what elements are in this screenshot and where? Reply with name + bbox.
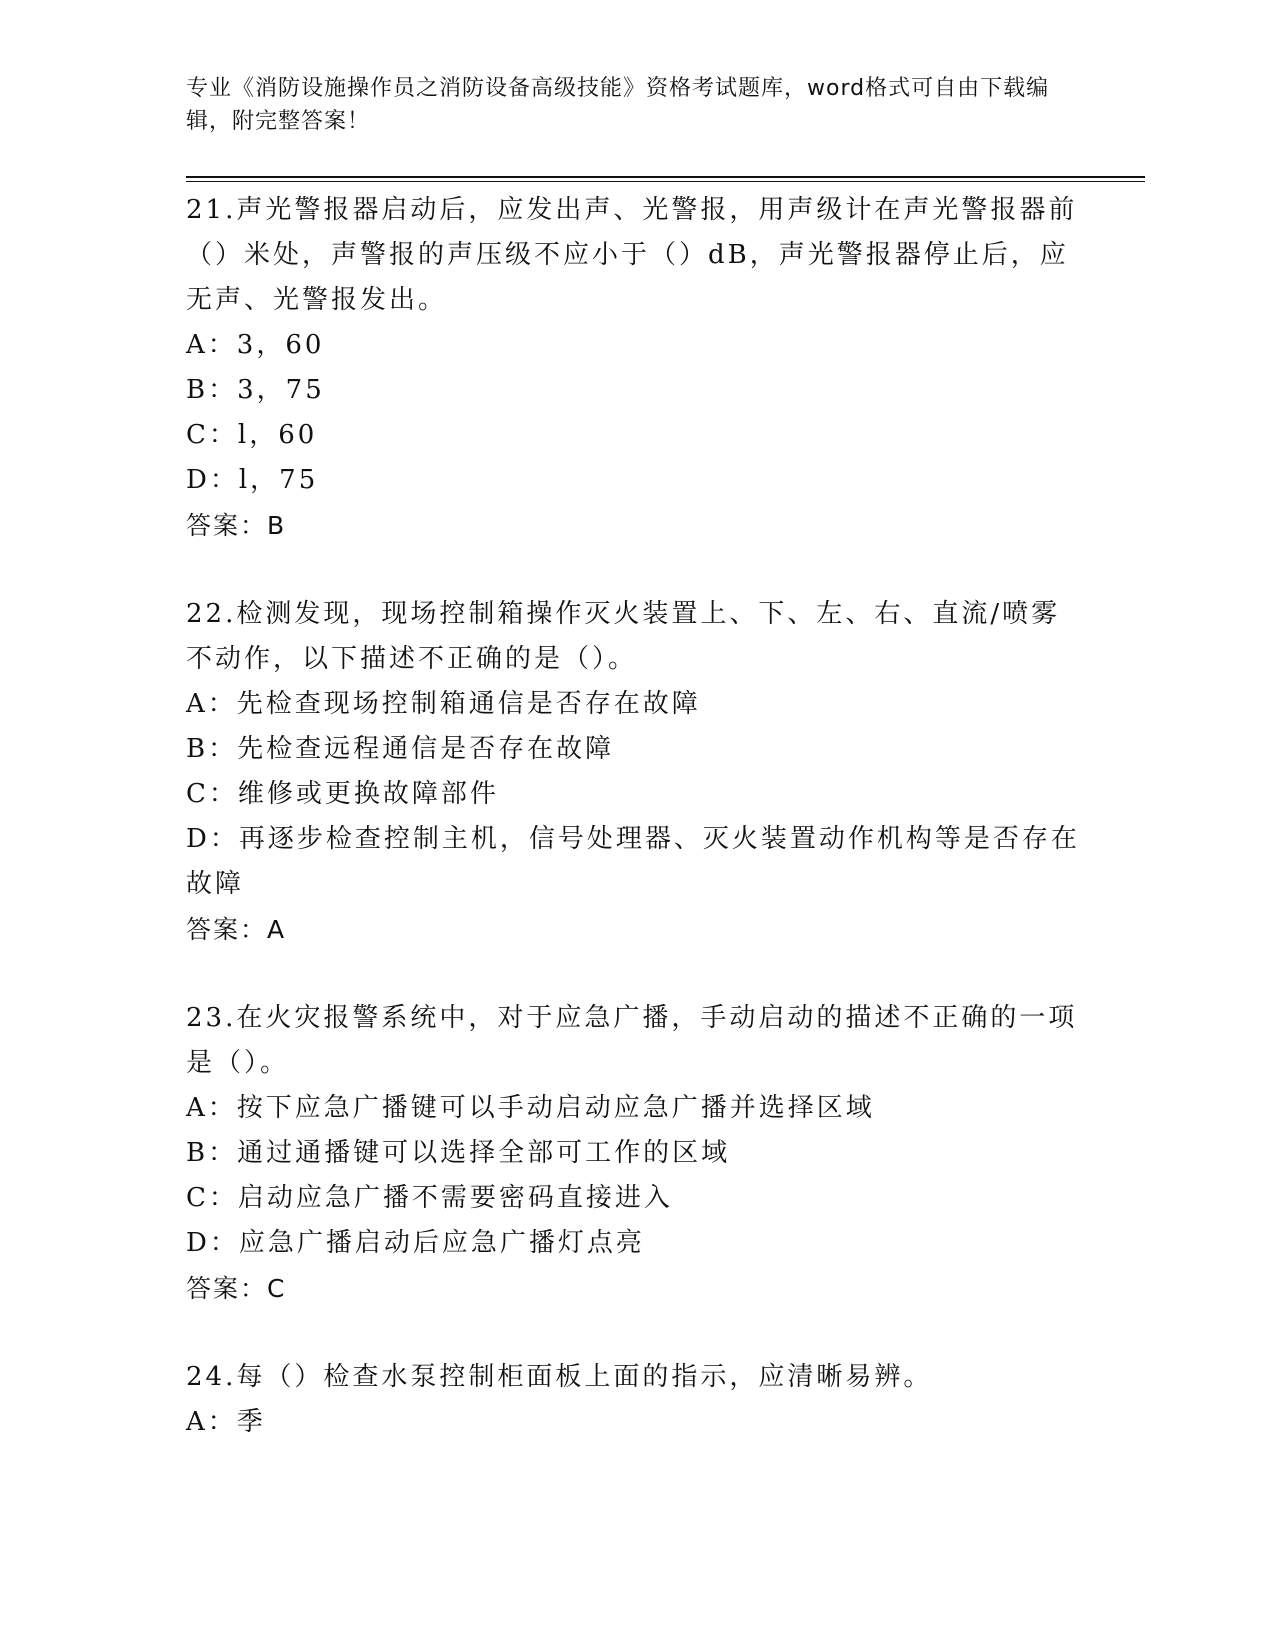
question-item (186, 1355, 1086, 1445)
option-c: C：启动应急广播不需要密码直接进入 (186, 1183, 673, 1213)
option-b: B：先检查远程通信是否存在故障 (186, 734, 615, 764)
header-divider-thick (186, 176, 1145, 178)
option-a: A：季 (186, 1407, 266, 1437)
question-item (186, 592, 1086, 952)
answer-line: 答案：B (186, 511, 287, 540)
question-item (186, 996, 1086, 1311)
option-c: C：l，60 (186, 420, 318, 450)
option-a: A：先检查现场控制箱通信是否存在故障 (186, 689, 701, 719)
option-b: B：3，75 (186, 375, 325, 405)
answer-line: 答案：A (186, 915, 287, 944)
header-divider-thin (186, 181, 1145, 182)
option-a: A：3，60 (186, 330, 325, 360)
question-text: 22.检测发现，现场控制箱操作灭火装置上、下、左、右、直流/喷雾不动作，以下描述不正确的是（）。 (186, 599, 1061, 674)
option-d: D：应急广播启动后应急广播灯点亮 (186, 1228, 645, 1258)
option-d: D：l，75 (186, 465, 319, 495)
option-c: C：维修或更换故障部件 (186, 779, 499, 809)
document-header: 专业《消防设施操作员之消防设备高级技能》资格考试题库，word格式可自由下载编辑，附完整答案！ (186, 76, 1050, 134)
option-a: A：按下应急广播键可以手动启动应急广播并选择区域 (186, 1093, 875, 1123)
question-text: 21.声光警报器启动后，应发出声、光警报，用声级计在声光警报器前（）米处，声警报的声压级不应小于（）dB，声光警报器停止后，应无声、光警报发出。 (186, 195, 1078, 315)
question-text: 23.在火灾报警系统中，对于应急广播，手动启动的描述不正确的一项是（）。 (186, 1003, 1078, 1078)
option-b: B：通过通播键可以选择全部可工作的区域 (186, 1138, 731, 1168)
question-list (186, 188, 1086, 1489)
question-text: 24.每（）检查水泵控制柜面板上面的指示，应清晰易辨。 (186, 1362, 933, 1392)
option-d: D：再逐步检查控制主机，信号处理器、灭火装置动作机构等是否存在故障 (186, 824, 1080, 899)
answer-line: 答案：C (186, 1274, 287, 1303)
question-item (186, 188, 1086, 548)
